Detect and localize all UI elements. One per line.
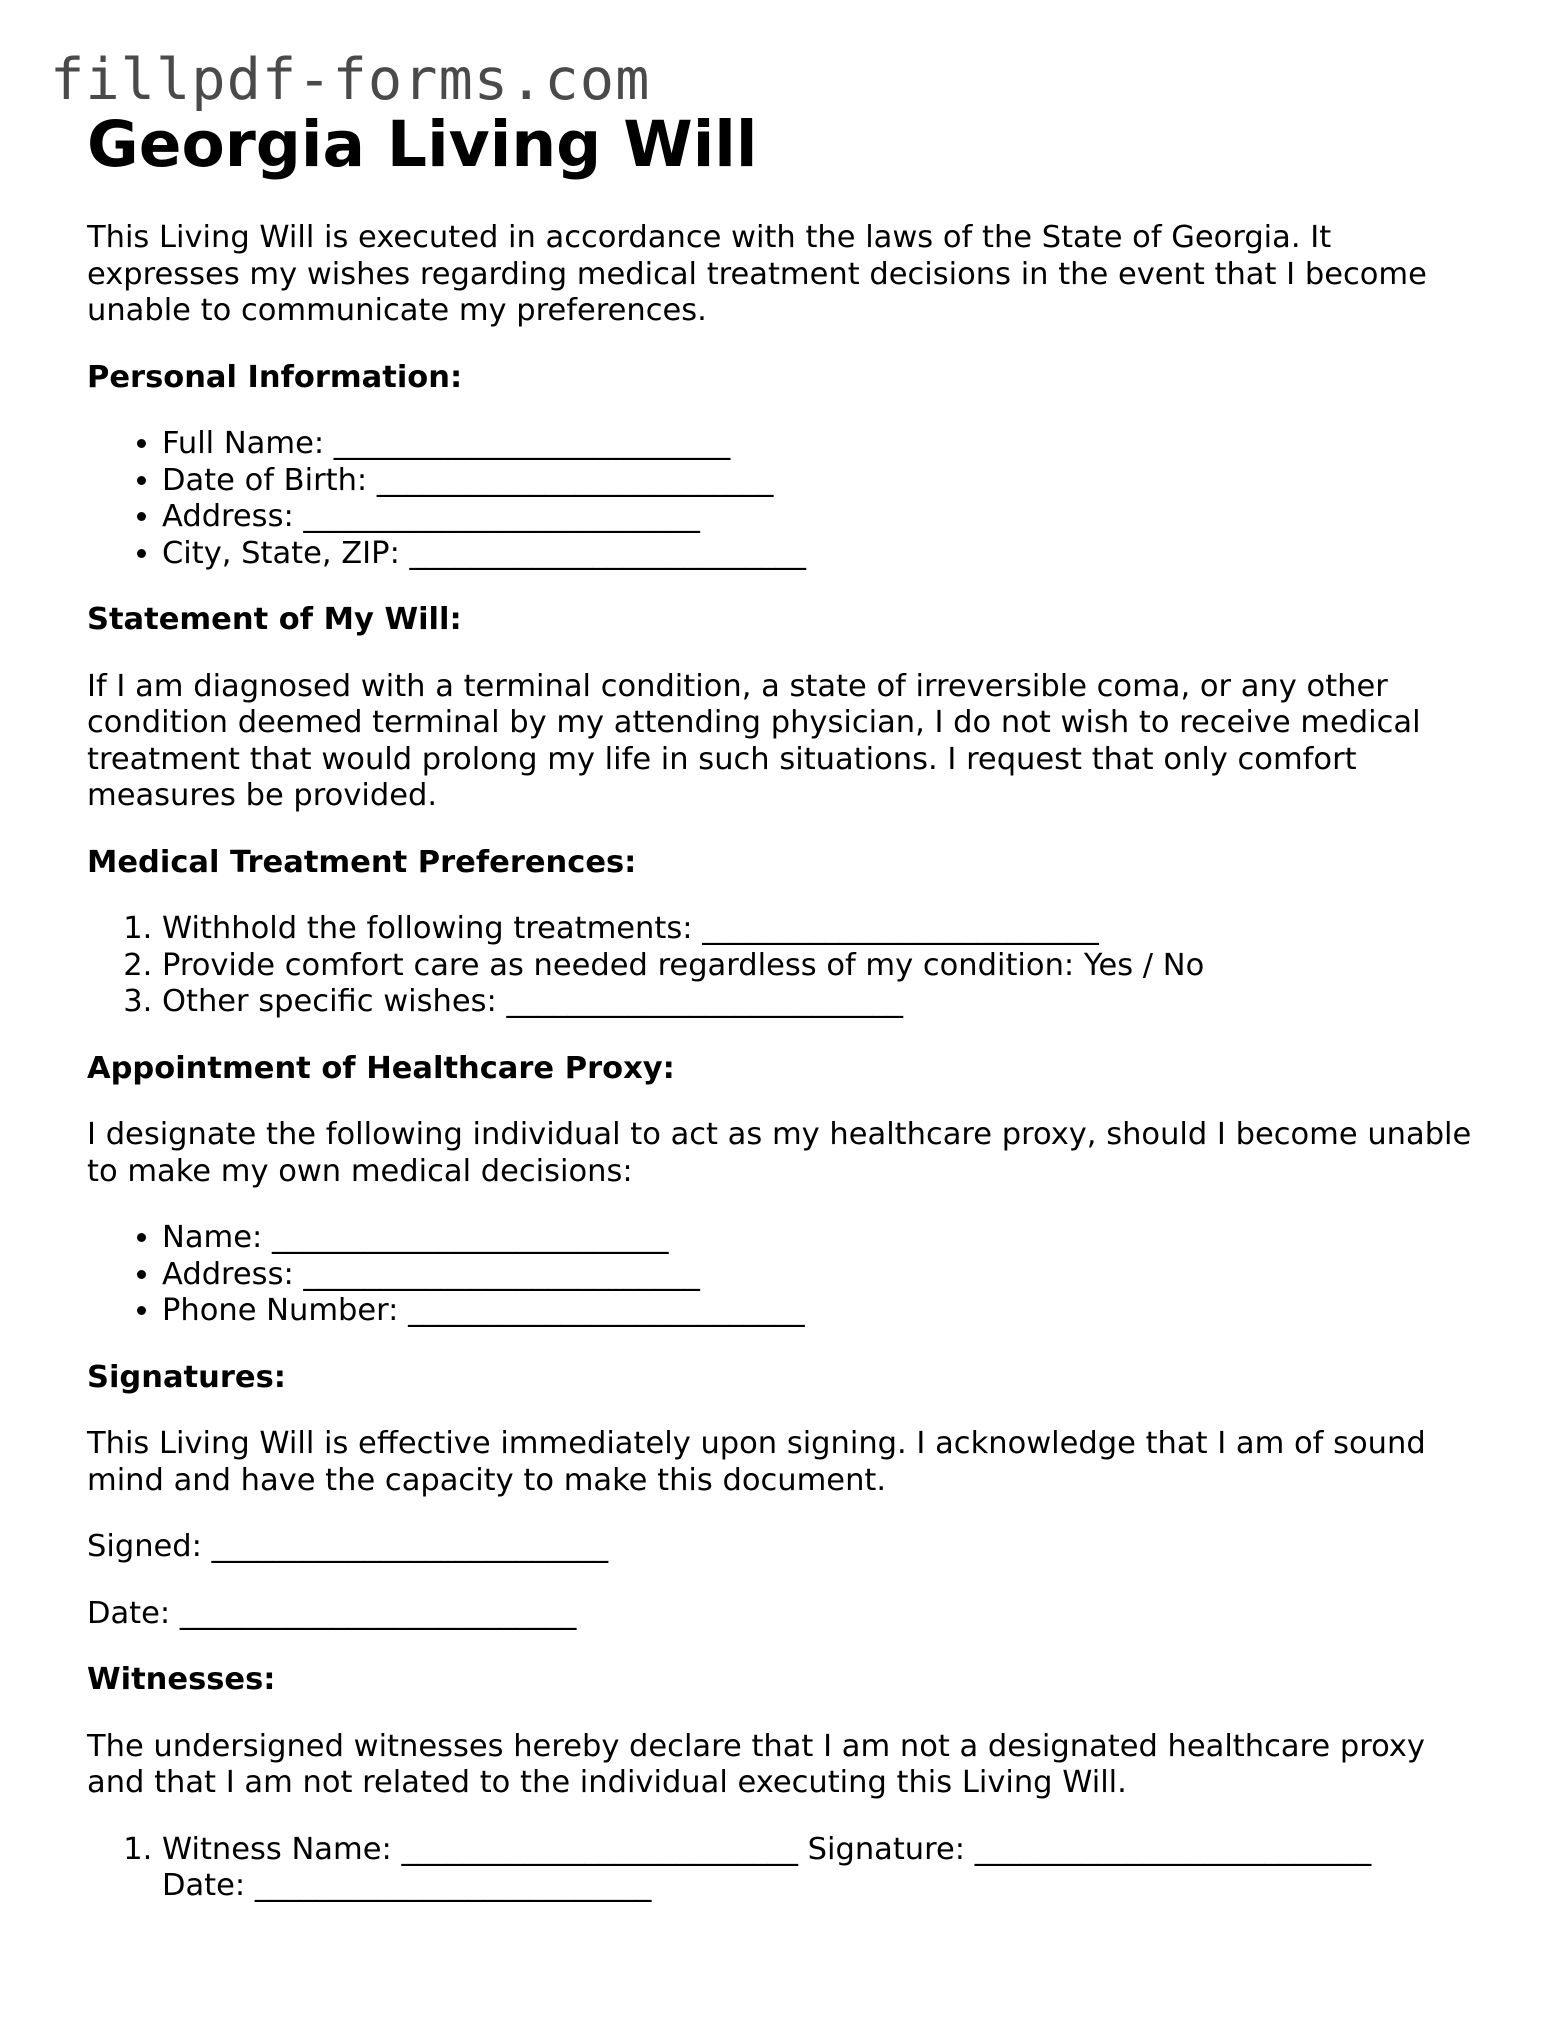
other-wishes-field[interactable]: 3. Other specific wishes: __________________________ (162, 984, 1487, 1021)
intro-paragraph: This Living Will is executed in accordance with the laws of the State of Georgia. It expresses my wishes regarding medical treatment decisions in the event that I become unable to communicate my preferences. (87, 220, 1427, 328)
address-field[interactable]: • Address: __________________________ (162, 499, 1487, 536)
document-title: Georgia Living Will (87, 108, 758, 181)
healthcare-proxy-paragraph: I designate the following individual to act as my healthcare proxy, should I become unable to make my own medical decisions: (87, 1117, 1472, 1189)
date-of-birth-field[interactable]: • Date of Birth: __________________________ (162, 463, 1487, 500)
witness-entry (162, 1832, 1487, 1905)
city-state-zip-field[interactable]: • City, State, ZIP: __________________________ (162, 536, 1487, 573)
signature-date-field[interactable]: Date: __________________________ (87, 1595, 577, 1631)
proxy-address-field[interactable]: • Address: __________________________ (162, 1257, 1487, 1294)
proxy-name-field[interactable]: • Name: __________________________ (162, 1220, 1487, 1257)
watermark: fillpdf-forms.com (50, 47, 651, 113)
signatures-paragraph: This Living Will is effective immediately upon signing. I acknowledge that I am of sound mind and have the capacity to make this document. (87, 1426, 1426, 1498)
healthcare-proxy-heading: Appointment of Healthcare Proxy: (87, 1050, 675, 1086)
statement-heading: Statement of My Will: (87, 602, 462, 637)
healthcare-proxy-list (87, 1220, 1487, 1330)
personal-information-heading: Personal Information: (87, 359, 463, 395)
proxy-phone-field[interactable]: • Phone Number: __________________________ (162, 1293, 1487, 1330)
witnesses-paragraph: The undersigned witnesses hereby declare that I am not a designated healthcare proxy and that I am not related to the individual executing this Living Will. (87, 1728, 1425, 1800)
withhold-treatments-field[interactable]: 1. Withhold the following treatments: __________________________ (162, 911, 1487, 948)
document-page (87, 104, 1487, 1905)
witness-date-field[interactable]: Date: __________________________ (162, 1868, 652, 1903)
comfort-care-choice[interactable]: 2. Provide comfort care as needed regardless of my condition: Yes / No (162, 948, 1487, 985)
witnesses-heading: Witnesses: (87, 1662, 276, 1697)
signed-field[interactable]: Signed: __________________________ (87, 1529, 609, 1564)
witnesses-list (87, 1832, 1487, 1905)
medical-preferences-list (87, 911, 1487, 1021)
witness-name-signature-field[interactable]: 1. Witness Name: __________________________ Signature: __________________________ (162, 1831, 1372, 1867)
statement-paragraph: If I am diagnosed with a terminal condition, a state of irreversible coma, or any other condition deemed terminal by my attending physician, I do not wish to receive medical treatment that would prolong my life in such situations. I request that only comfort measures be provided. (87, 668, 1421, 813)
personal-information-list (87, 426, 1487, 572)
signatures-heading: Signatures: (87, 1359, 286, 1395)
medical-preferences-heading: Medical Treatment Preferences: (87, 844, 637, 880)
full-name-field[interactable]: • Full Name: __________________________ (162, 426, 1487, 463)
